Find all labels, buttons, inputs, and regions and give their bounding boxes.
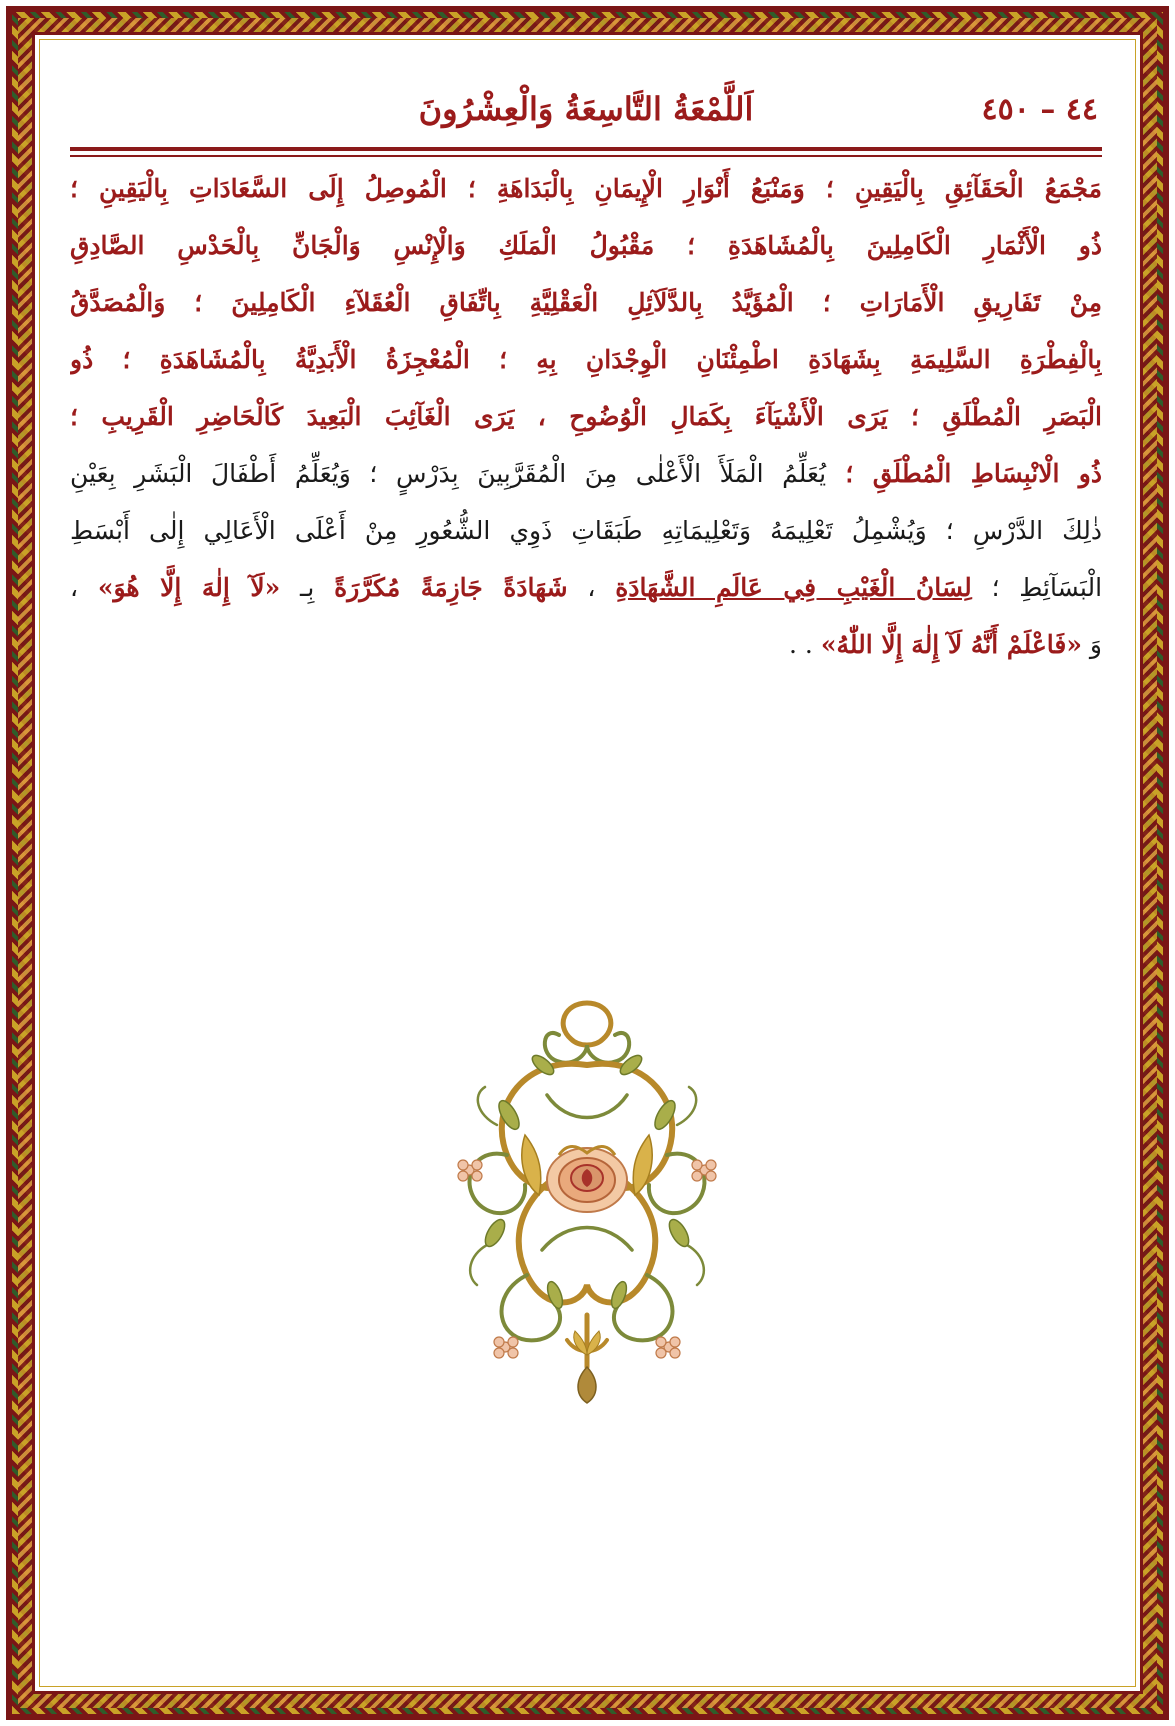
header-rule-thick [70, 147, 1102, 151]
text-segment: مَجْمَعُ الْحَقَآئِقِ بِالْيَقِينِ ؛ وَمَنْبَعُ أَنْوَارِ الْإِيمَانِ بِالْبَدَاهَةِ ؛ الْمُوصِلُ إِلَى السَّعَادَاتِ بِالْيَقِينِ ؛ [70, 174, 1102, 203]
text-segment: ، [567, 573, 616, 602]
text-segment: شَهَادَةً جَازِمَةً مُكَرَّرَةً [334, 573, 568, 602]
text-segment: . . [789, 630, 821, 659]
text-segment: الْبَصَرِ الْمُطْلَقِ ؛ يَرَى الْأَشْيَآءَ بِكَمَالِ الْوُضُوحِ ، يَرَى الْغَآئِبَ الْبَعِيدَ كَالْحَاضِرِ الْقَرِيبِ ؛ [70, 402, 1102, 431]
text-line [70, 160, 1102, 217]
text-segment: مِنْ تَفَارِيقِ الْأَمَارَاتِ ؛ الْمُؤَيَّدُ بِالدَّلَآئِلِ الْعَقْلِيَّةِ بِاتِّفَاقِ الْعُقَلآءِ الْكَامِلِينَ ؛ وَالْمُصَدَّقُ [70, 288, 1102, 317]
text-segment: «لَآ إِلٰهَ إِلَّا هُوَ» [97, 573, 281, 602]
text-segment: ذُو الْانْبِسَاطِ الْمُطْلَقِ ؛ [826, 459, 1102, 488]
text-line [70, 616, 1102, 673]
chapter-title: اَللَّمْعَةُ التَّاسِعَةُ وَالْعِشْرُونَ [418, 90, 754, 128]
text-segment: يُعَلِّمُ الْمَلَأَ الْأَعْلٰى مِنَ الْمُقَرَّبِينَ بِدَرْسٍ ؛ وَيُعَلِّمُ أَطْفَالَ الْبَشَرِ بِعَيْنِ [70, 459, 827, 488]
text-segment: بِـ [280, 573, 335, 602]
text-segment: لِسَانُ الْغَيْبِ فِي عَالَمِ الشَّهَادَةِ [615, 573, 972, 602]
text-segment: «فَاعْلَمْ أَنَّهُ لَآ إِلٰهَ إِلَّا اللّٰهُ» [820, 630, 1082, 659]
text-line [70, 388, 1102, 445]
text-line [70, 445, 1102, 502]
text-segment: ، [70, 573, 98, 602]
text-segment: ذُو الْأَثْمَارِ الْكَامِلِينَ بِالْمُشَاهَدَةِ ؛ مَقْبُولُ الْمَلَكِ وَالْإِنْسِ وَالْجَانِّ بِالْحَدْسِ الصَّادِقِ [70, 231, 1102, 260]
floral-arabesque-ornament [447, 995, 727, 1405]
body-text [70, 160, 1102, 673]
page-header [70, 88, 1102, 138]
page-number: ٤٤ – ٤٥٠ [981, 92, 1098, 127]
text-line [70, 331, 1102, 388]
text-line [70, 274, 1102, 331]
text-segment: وَ [1081, 630, 1102, 659]
text-segment: بِالْفِطْرَةِ السَّلِيمَةِ بِشَهَادَةِ اطْمِئْنَانِ الْوِجْدَانِ بِهِ ؛ الْمُعْجِزَةُ الْأَبَدِيَّةُ بِالْمُشَاهَدَةِ ؛ ذُو [70, 345, 1102, 374]
text-line [70, 502, 1102, 559]
text-line [70, 217, 1102, 274]
text-line [70, 559, 1102, 616]
text-segment: الْبَسَآئِطِ ؛ [971, 573, 1102, 602]
header-rule-thin [70, 155, 1102, 157]
text-segment: ذٰلِكَ الدَّرْسِ ؛ وَيُشْمِلُ تَعْلِيمَهُ وَتَعْلِيمَاتِهِ طَبَقَاتِ ذَوِي الشُّعُورِ مِنْ أَعْلَى الْأَعَالِي إِلٰى أَبْسَطِ [70, 516, 1102, 545]
